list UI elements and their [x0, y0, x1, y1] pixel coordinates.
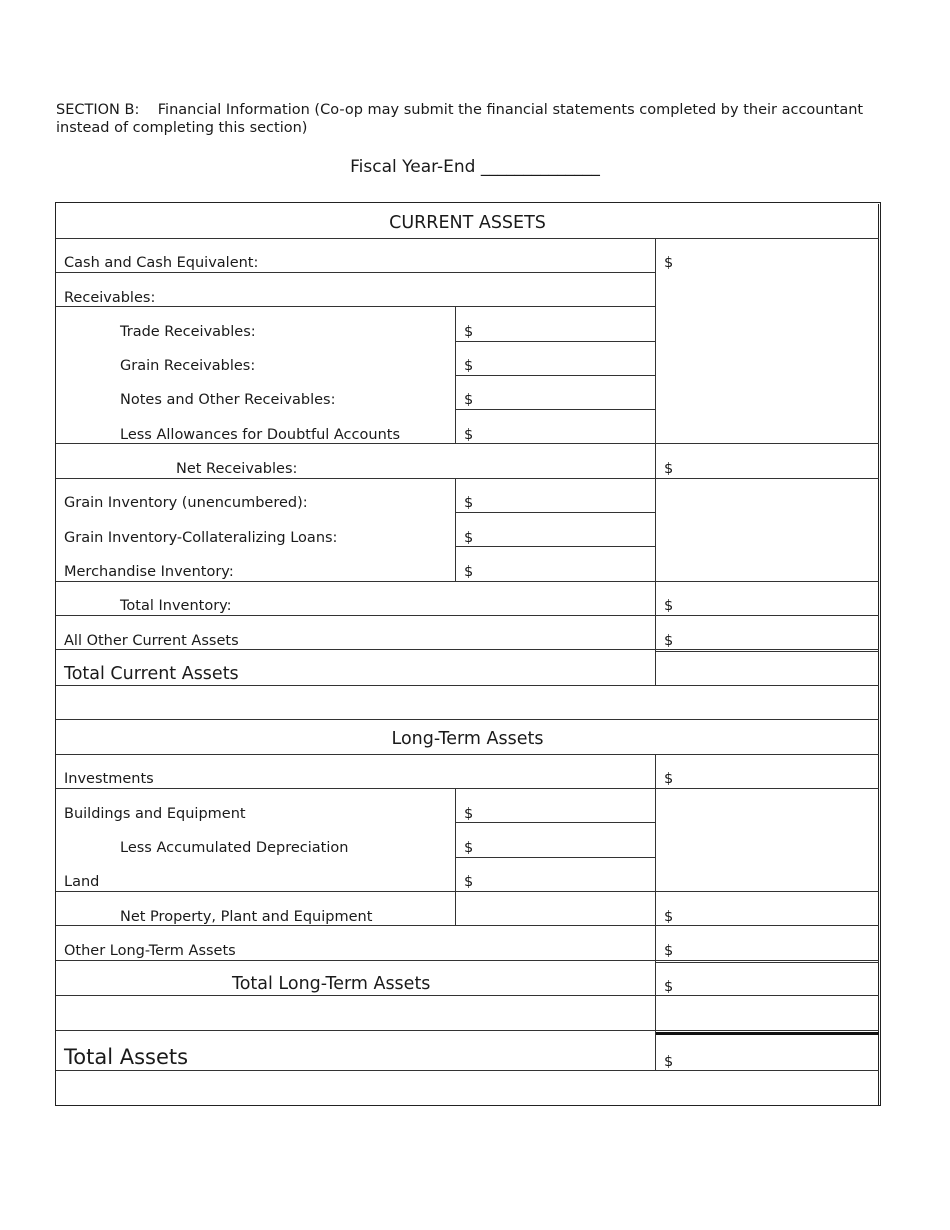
grain-inventory-collateral-field[interactable]: $ [464, 530, 474, 546]
cash-label: Cash and Cash Equivalent: [64, 255, 259, 271]
notes-receivables-field[interactable]: $ [464, 392, 474, 408]
total-long-term-assets-label: Total Long-Term Assets [232, 974, 431, 994]
row-divider [456, 512, 656, 513]
total-long-term-assets-field[interactable]: $ [664, 979, 674, 995]
row-divider [56, 272, 656, 273]
row-divider [456, 341, 656, 342]
other-long-term-assets-field[interactable]: $ [664, 943, 674, 959]
net-receivables-field[interactable]: $ [664, 461, 674, 477]
grain-inventory-unencumbered-label: Grain Inventory (unencumbered): [64, 495, 308, 511]
current-assets-heading: CURRENT ASSETS [389, 213, 546, 233]
section-title: Financial Information (Co-op may submit the financial statements completed by their accountant instead of completing this section) [56, 102, 864, 136]
row-divider [56, 960, 879, 961]
allowance-label: Less Allowances for Doubtful Accounts [120, 427, 400, 443]
cash-amount-field[interactable]: $ [664, 255, 674, 271]
row-divider [56, 685, 879, 686]
grain-inventory-collateral-label: Grain Inventory-Collateralizing Loans: [64, 530, 338, 546]
fiscal-year-end [0, 157, 950, 177]
row-divider [56, 581, 879, 582]
row-divider [456, 857, 656, 858]
grain-receivables-field[interactable]: $ [464, 358, 474, 374]
row-divider [56, 719, 879, 720]
merchandise-inventory-field[interactable]: $ [464, 564, 474, 580]
accumulated-depreciation-label: Less Accumulated Depreciation [120, 840, 349, 856]
trade-receivables-label: Trade Receivables: [120, 324, 256, 340]
row-divider [656, 651, 879, 652]
column-divider [655, 754, 656, 1070]
notes-receivables-label: Notes and Other Receivables: [120, 392, 336, 408]
row-divider [56, 995, 879, 996]
total-inventory-field[interactable]: $ [664, 598, 674, 614]
fiscal-year-label: Fiscal Year-End [350, 157, 476, 177]
net-receivables-label: Net Receivables: [176, 461, 298, 477]
grain-inventory-unencumbered-field[interactable]: $ [464, 495, 474, 511]
net-ppe-field[interactable]: $ [664, 909, 674, 925]
total-current-assets-field[interactable] [664, 665, 874, 683]
total-current-assets-label: Total Current Assets [64, 664, 239, 684]
column-divider [455, 478, 456, 581]
merchandise-inventory-label: Merchandise Inventory: [64, 564, 234, 580]
other-current-assets-label: All Other Current Assets [64, 633, 239, 649]
row-divider [56, 615, 879, 616]
row-divider [56, 788, 879, 789]
row-divider [56, 891, 879, 892]
column-divider [455, 306, 456, 443]
net-ppe-label: Net Property, Plant and Equipment [120, 909, 373, 925]
land-field[interactable]: $ [464, 874, 474, 890]
total-double-rule [656, 1032, 879, 1035]
row-divider [56, 754, 879, 755]
total-assets-field[interactable]: $ [664, 1054, 674, 1070]
investments-field[interactable]: $ [664, 771, 674, 787]
total-assets-label: Total Assets [64, 1045, 189, 1069]
buildings-equipment-field[interactable]: $ [464, 806, 474, 822]
row-divider [56, 478, 879, 479]
other-long-term-assets-label: Other Long-Term Assets [64, 943, 236, 959]
other-current-assets-field[interactable]: $ [664, 633, 674, 649]
table-border-double [878, 204, 879, 1105]
investments-label: Investments [64, 771, 154, 787]
land-label: Land [64, 874, 100, 890]
trade-receivables-field[interactable]: $ [464, 324, 474, 340]
column-divider [455, 788, 456, 925]
row-divider [456, 546, 656, 547]
row-divider [56, 1070, 879, 1071]
row-divider [656, 962, 879, 963]
row-divider [456, 409, 656, 410]
section-label: SECTION B: [56, 102, 140, 118]
row-divider [456, 375, 656, 376]
buildings-equipment-label: Buildings and Equipment [64, 806, 246, 822]
row-divider [56, 1030, 879, 1031]
grain-receivables-label: Grain Receivables: [120, 358, 256, 374]
row-divider [456, 822, 656, 823]
fiscal-year-field[interactable]: ______________ [480, 157, 600, 177]
section-intro [56, 101, 876, 137]
accumulated-depreciation-field[interactable]: $ [464, 840, 474, 856]
column-divider [655, 238, 656, 686]
total-inventory-label: Total Inventory: [120, 598, 232, 614]
receivables-label: Receivables: [64, 290, 156, 306]
allowance-field[interactable]: $ [464, 427, 474, 443]
row-divider [56, 238, 879, 239]
long-term-assets-heading: Long-Term Assets [391, 729, 544, 749]
